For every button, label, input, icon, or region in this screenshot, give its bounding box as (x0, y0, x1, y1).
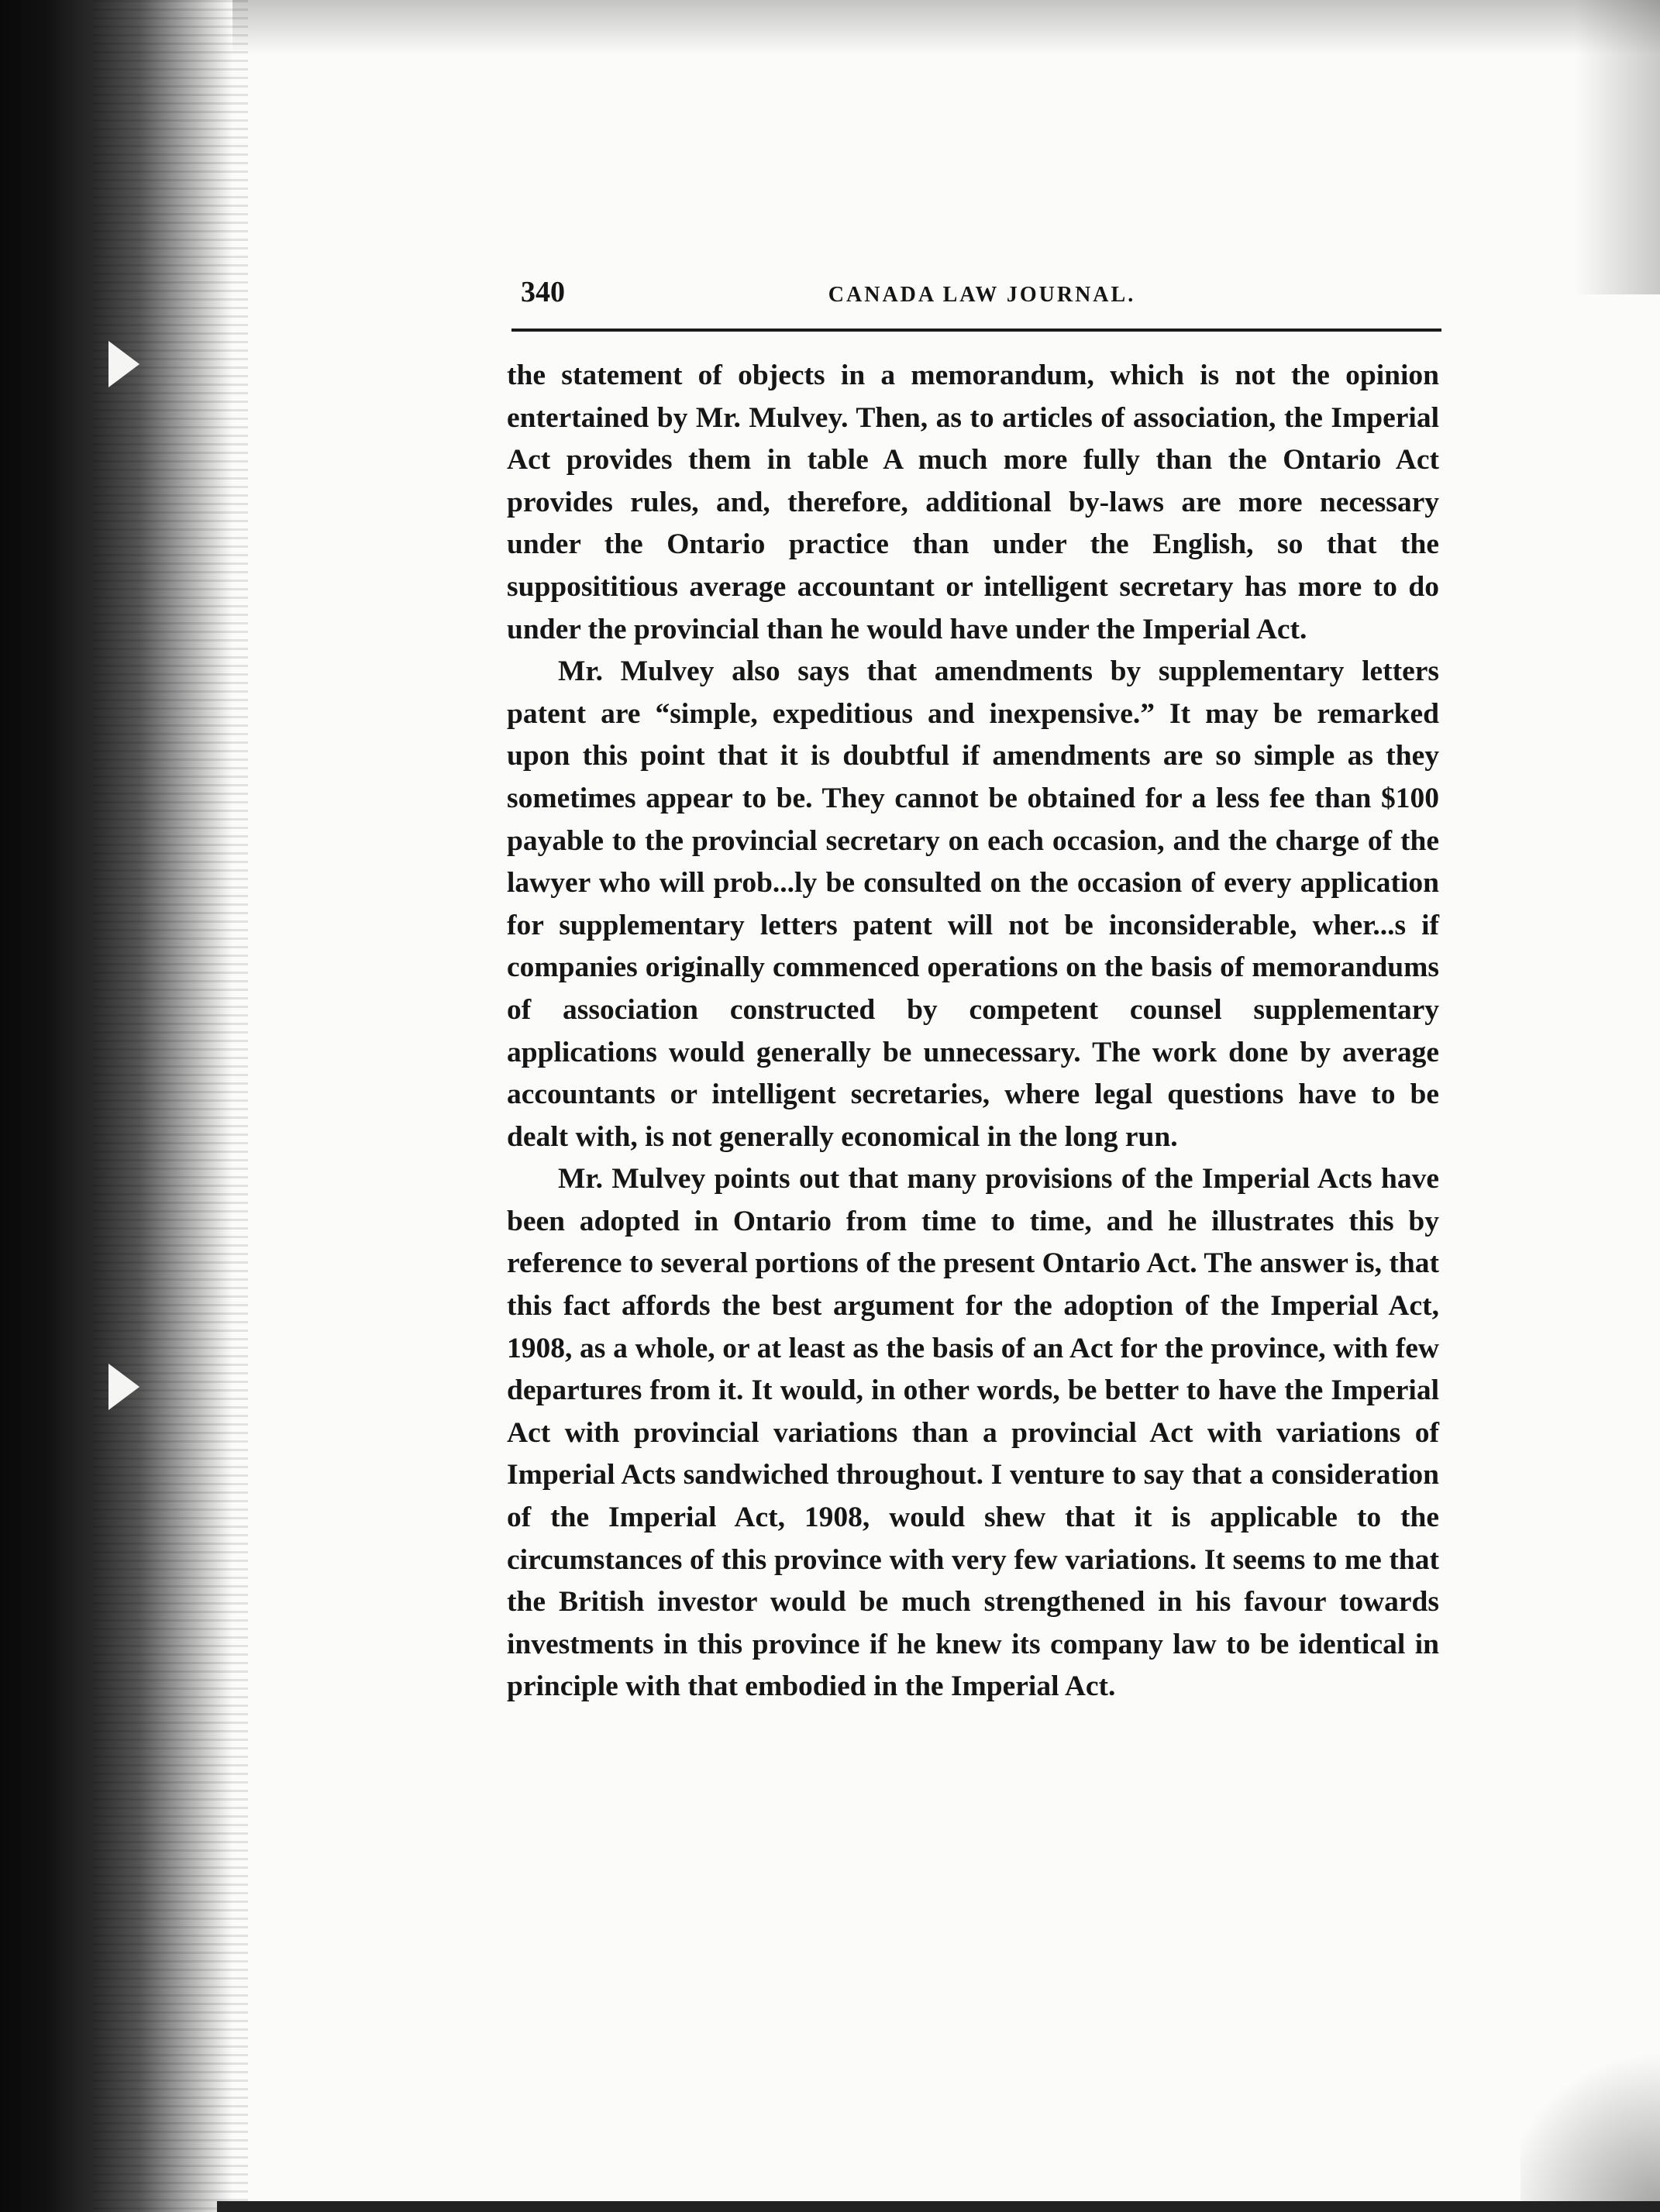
paragraph: the statement of objects in a memorandum, which is not the opinion entertained by Mr. Mulvey. Then, as to articles of association, the Imperial Act provides them in table A much more fully than the Ontario Act provides rules, and, therefore, additional by-laws are more necessary under the Ontario practice than under the English, so that the supposititious average accountant or intelligent secretary has more to do under the provincial than he would have under the Imperial Act. (507, 359, 1439, 645)
paragraph: Mr. Mulvey also says that amendments by supplementary letters patent are “simple, expeditious and inexpensive.” It may be remarked upon this point that it is doubtful if amendments are so simple as they sometimes appear to be. They cannot be obtained for a less fee than $100 payable to the provincial secretary on each occasion, and the charge of the lawyer who will prob...ly be consulted on the occasion of every application for supplementary letters patent will not be inconsiderable, wher...s if companies originally commenced operations on the basis of memorandums of association constructed by competent counsel supplementary applications would generally be unnecessary. The work done by average accountants or intelligent secretaries, where legal questions have to be dealt with, is not generally economical in the long run. (507, 655, 1439, 1153)
header-rule (511, 329, 1441, 332)
scan-right-shadow (1575, 0, 1660, 294)
paragraph: Mr. Mulvey points out that many provisions of the Imperial Acts have been adopted in Ontario from time to time, and he illustrates this by reference to several portions of the present Ontario Act. The answer is, that this fact affords the best argument for the adoption of the Imperial Act, 1908, as a whole, or at least as the basis of an Act for the province, with few departures from it. It would, in other words, be better to have the Imperial Act with provincial variations than a provincial Act with variations of Imperial Acts sandwiched throughout. I venture to say that a consideration of the Imperial Act, 1908, would shew that it is applicable to the circumstances of this province with very few variations. It seems to me that the British investor would be much strengthened in his favour towards investments in this province if he knew its company law to be identical in principle with that embodied in the Imperial Act. (507, 1163, 1439, 1703)
running-head: CANADA LAW JOURNAL. (828, 283, 1136, 307)
scan-top-shadow (232, 0, 1660, 54)
article-body (507, 355, 1439, 1708)
page-header (521, 275, 1443, 322)
scan-corner-shadow (1521, 2034, 1660, 2212)
binding-texture (93, 0, 248, 2212)
page-number: 340 (521, 276, 565, 308)
scan-bottom-edge (217, 2201, 1660, 2212)
